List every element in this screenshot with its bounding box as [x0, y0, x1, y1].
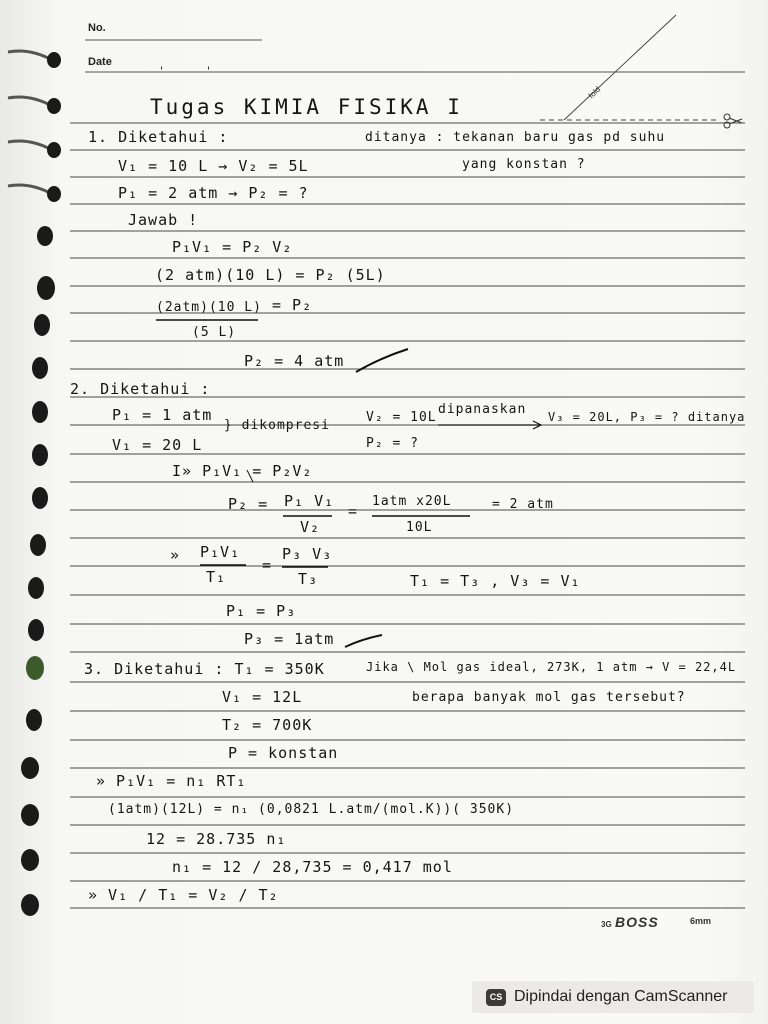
q2-v1: V₁ = 20 L: [112, 436, 203, 454]
q2-v2: V₂ = 10L: [366, 410, 437, 425]
q2-p2-numerator: P₁ V₁: [284, 492, 335, 510]
q3-step-5: » V₁ / T₁ = V₂ / T₂: [88, 886, 279, 904]
brand-prefix: 3G: [601, 920, 612, 929]
q3-step-1: » P₁V₁ = n₁ RT₁: [96, 772, 247, 790]
q2-step-i: I» P₁V₁ = P₂V₂: [172, 462, 313, 480]
q2-p2-denominator: V₂: [300, 518, 321, 536]
q2-ii-denominator-2: T₃: [298, 570, 319, 588]
q1-pressure-line: P₁ = 2 atm → P₂ = ?: [118, 184, 309, 202]
q3-v1: V₁ = 12L: [222, 688, 303, 706]
camscanner-icon: CS: [486, 989, 506, 1006]
q2-ii-numerator-2: P₃ V₃: [282, 545, 333, 563]
notebook-brand-logo: [601, 914, 659, 930]
q3-step-4: n₁ = 12 / 28,735 = 0,417 mol: [172, 858, 453, 876]
camscanner-watermark: [472, 981, 754, 1013]
q3-if-statement: Jika \ Mol gas ideal, 273K, 1 atm → V = 22,4L: [366, 660, 737, 674]
q1-asked: ditanya : tekanan baru gas pd suhu: [365, 130, 666, 145]
q3-step-3: 12 = 28.735 n₁: [146, 830, 287, 848]
q2-known-label: 2. Diketahui :: [70, 380, 211, 398]
q2-p2-denominator-2: 10L: [406, 520, 433, 535]
q2-dipanaskan: dipanaskan: [438, 402, 527, 417]
q3-t2: T₂ = 700K: [222, 716, 313, 734]
camscanner-text: Dipindai dengan CamScanner: [514, 988, 728, 1005]
q1-answer: P₂ = 4 atm: [244, 352, 345, 370]
spiral-binding: [0, 0, 80, 940]
q2-v3: V₃ = 20L, P₃ = ? ditanya: [548, 410, 746, 424]
scissors-icon: [724, 114, 742, 128]
q1-volume-line: V₁ = 10 L → V₂ = 5L: [118, 157, 309, 175]
q2-pressure-equal: P₁ = P₃: [226, 602, 297, 620]
q2-p2-result: = 2 atm: [492, 497, 554, 512]
q3-step-2: (1atm)(12L) = n₁ (0,0821 L.atm/(mol.K))( 350K): [108, 802, 515, 817]
q2-ii-equals: =: [262, 556, 273, 574]
q2-p2-equals: =: [348, 502, 359, 520]
q1-asked-2: yang konstan ?: [462, 157, 586, 172]
q3-known-label: 3. Diketahui : T₁ = 350K: [84, 660, 325, 678]
page-title: Tugas KIMIA FISIKA I: [150, 95, 463, 119]
fold-line: [564, 15, 676, 120]
q2-ii-numerator-1: P₁V₁: [200, 543, 241, 561]
q2-p2-question: P₂ = ?: [366, 436, 419, 451]
q2-step-ii-mark: »: [170, 546, 181, 564]
q1-frac-equals: = P₂: [272, 296, 313, 314]
q2-p1: P₁ = 1 atm: [112, 406, 213, 424]
brand-name: BOSS: [615, 914, 659, 930]
q2-condition: T₁ = T₃ , V₃ = V₁: [410, 572, 581, 590]
q1-step-2: (2 atm)(10 L) = P₂ (5L): [155, 266, 386, 284]
q1-frac-denominator: (5 L): [192, 325, 237, 340]
q3-p: P = konstan: [228, 744, 339, 762]
q2-p2-lhs: P₂ =: [228, 495, 269, 513]
q3-question: berapa banyak mol gas tersebut?: [412, 690, 686, 705]
q1-jawab: Jawab !: [128, 211, 199, 229]
q2-ii-denominator-1: T₁: [206, 568, 227, 586]
binding-holes: [21, 52, 61, 916]
spiral-rings: [8, 51, 52, 194]
q2-p2-numerator-2: 1atm x20L: [372, 494, 452, 509]
q1-step-1: P₁V₁ = P₂ V₂: [172, 238, 293, 256]
line-width-label: 6mm: [690, 916, 712, 926]
check-stroke-2: [345, 635, 382, 647]
no-label: No.: [88, 22, 106, 34]
q2-answer: P₃ = 1atm: [244, 630, 335, 648]
q1-known-label: 1. Diketahui :: [88, 128, 229, 146]
fold-label: fold: [586, 84, 603, 101]
date-label: Date: [88, 56, 112, 68]
q2-kompresi: } dikompresi: [224, 418, 330, 433]
q1-frac-numerator: (2atm)(10 L): [156, 300, 262, 315]
